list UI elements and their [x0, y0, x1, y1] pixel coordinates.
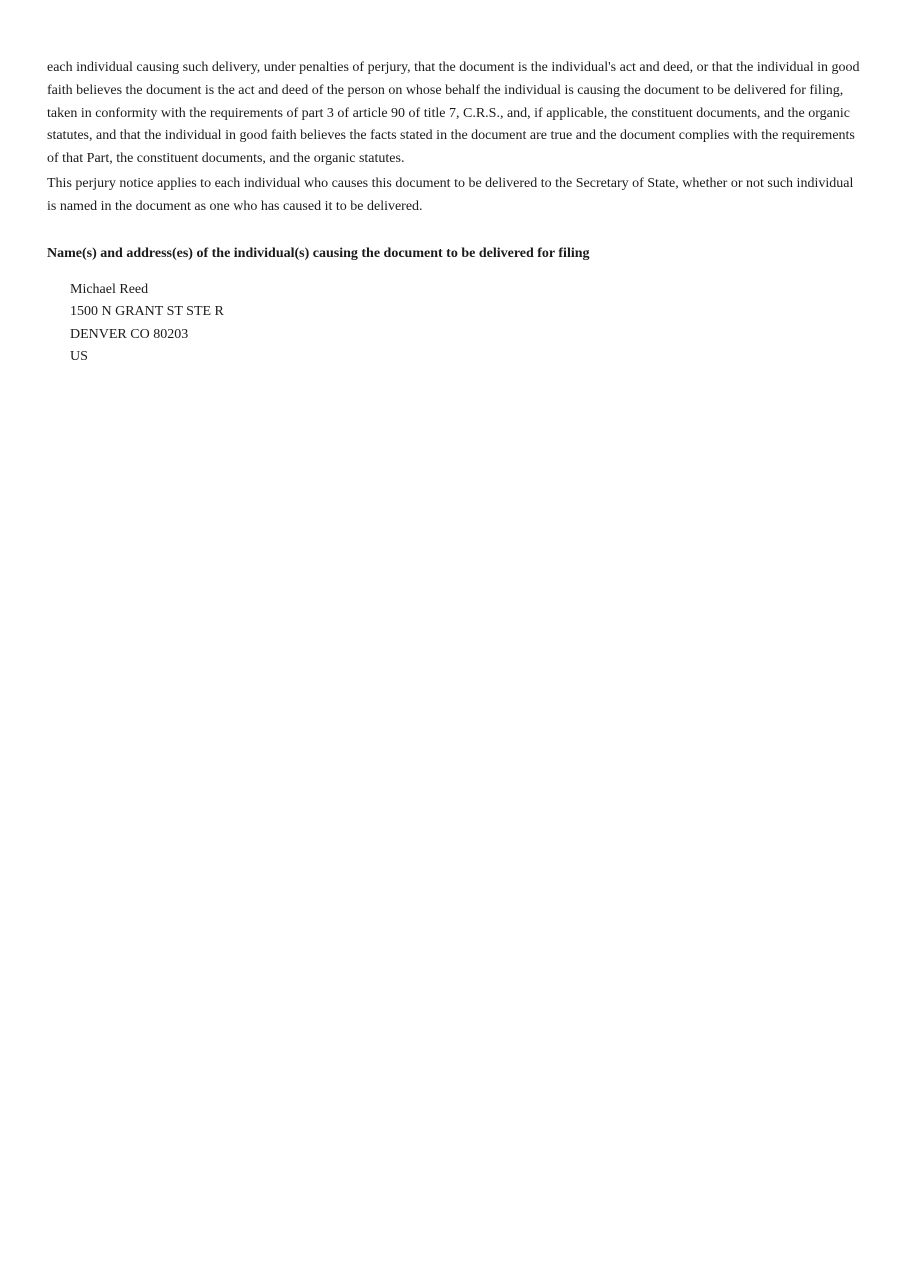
document-page [47, 57, 862, 369]
filer-section-heading: Name(s) and address(es) of the individual(s) causing the document to be delivered for filing [47, 245, 590, 261]
perjury-paragraph-continuation: each individual causing such delivery, under penalties of perjury, that the document is the individual's act and deed, or that the individual in good faith believes the document is the act and deed of the person on whose behalf the individual is causing the document to be delivered for filing, taken in conformity with the requirements of part 3 of article 90 of title 7, C.R.S., and, if applicable, the constituent documents, and the organic statutes, and that the individual in good faith believes the facts stated in the document are true and the document complies with the requirements of that Part, the constituent documents, and the organic statutes. [47, 60, 860, 167]
filer-city-state-zip: DENVER CO 80203 [70, 326, 189, 342]
filer-name: Michael Reed [70, 281, 149, 297]
perjury-notice-paragraph: This perjury notice applies to each individual who causes this document to be delivered to the Secretary of State, whether or not such individual is named in the document as one who has caused it to be delivered. [47, 175, 854, 214]
filer-address-block [70, 279, 862, 369]
filer-street: 1500 N GRANT ST STE R [70, 304, 224, 320]
filer-country: US [70, 349, 88, 365]
